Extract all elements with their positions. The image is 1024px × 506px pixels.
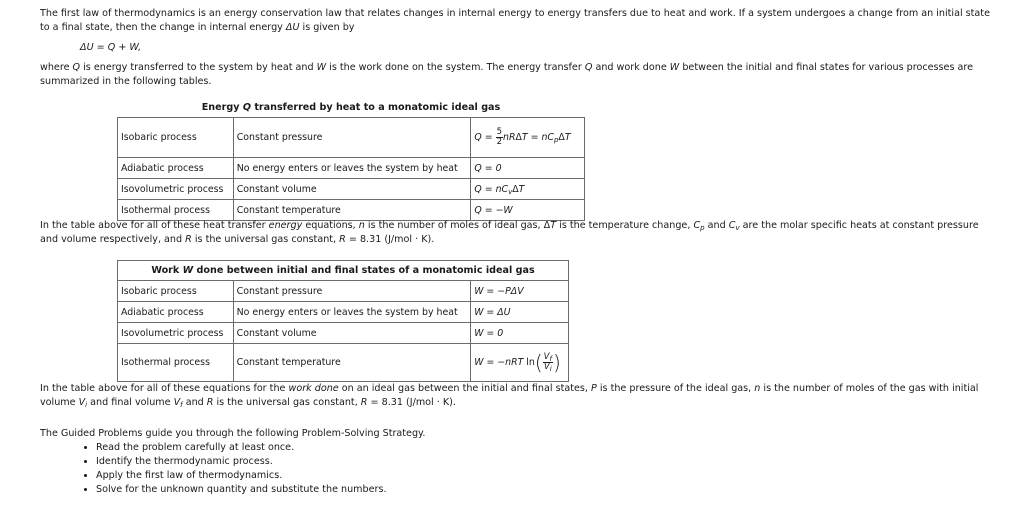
heat-note-paragraph: In the table above for all of these heat transfer energy equations, n is the number of moles of ideal gas, ΔT is the temperature change, $C_p$ and $C_v$ are the molar specific heats at constant pressure and volume respectively, and R is the universal gas constant, R = 8.31 (J/mol · K). [40, 220, 979, 245]
table-row: Isobaric process Constant pressure Q = $\frac{5}{2}$ $nR\Delta T = nC_p\Delta T$ [118, 118, 585, 158]
first-law-equation: ΔU = Q + W, [80, 42, 142, 53]
where-paragraph: where Q is energy transferred to the system by heat and W is the work done on the system. The energy transfer Q and work done W between the initial and final states for various processes are summarized in the following tables. [40, 62, 974, 87]
intro-line-1: The first law of thermodynamics is an energy conservation law that relates changes in internal energy to energy transfers due to heat and work. If a system undergoes a change from an initial state [40, 8, 990, 19]
heat-table-caption: Energy Q transferred by heat to a monatomic ideal gas [201, 102, 501, 113]
table-row: Isothermal process Constant temperature W = −nRT ln( $\frac{V_f}{V_i}$ ) [118, 344, 569, 382]
table-row: Adiabatic process No energy enters or leaves the system by heat Q = 0 [118, 158, 585, 179]
work-table [117, 260, 569, 382]
list-item: • Read the problem carefully at least once. [96, 441, 387, 455]
list-item: • Identify the thermodynamic process. [96, 455, 387, 469]
strategy-intro: The Guided Problems guide you through the following Problem-Solving Strategy. [40, 428, 426, 439]
work-note-paragraph: In the table above for all of these equations for the work done on an ideal gas between the initial and final states, P is the pressure of the ideal gas, n is the number of moles of the gas with initial volume $V_i$ and final volume $V_f$ and R is the universal gas constant, R = 8.31 (J/mol · K). [40, 383, 979, 409]
table-row: Isovolumetric process Constant volume $Q = nC_v\Delta T$ [118, 179, 585, 200]
list-item: • Apply the first law of thermodynamics. [96, 469, 387, 483]
delta-u-symbol: ΔU [285, 22, 300, 33]
work-table-caption-row [118, 261, 569, 281]
heat-table [117, 117, 585, 221]
table-row: Isovolumetric process Constant volume W = 0 [118, 323, 569, 344]
table-row: Isothermal process Constant temperature Q = −W [118, 200, 585, 221]
intro-paragraph: The first law of thermodynamics is an energy conservation law that relates changes in internal energy to energy transfers due to heat and work. If a system undergoes a change from an initial state to a final state, then the change in internal energy ΔU is given by [40, 8, 990, 33]
table-row: Adiabatic process No energy enters or leaves the system by heat W = ΔU [118, 302, 569, 323]
heat-formula-isobaric: Q = $\frac{5}{2}$ $nR\Delta T = nC_p\Delta T$ [471, 118, 585, 158]
heat-formula-isovolumetric: $Q = nC_v\Delta T$ [471, 179, 585, 200]
strategy-list [80, 441, 387, 497]
work-table-caption: Work W done between initial and final states of a monatomic ideal gas [118, 261, 569, 281]
work-formula-isothermal: W = −nRT ln( $\frac{V_f}{V_i}$ ) [471, 344, 569, 382]
list-item: • Solve for the unknown quantity and substitute the numbers. [96, 483, 387, 497]
table-row: Isobaric process Constant pressure W = −PΔV [118, 281, 569, 302]
